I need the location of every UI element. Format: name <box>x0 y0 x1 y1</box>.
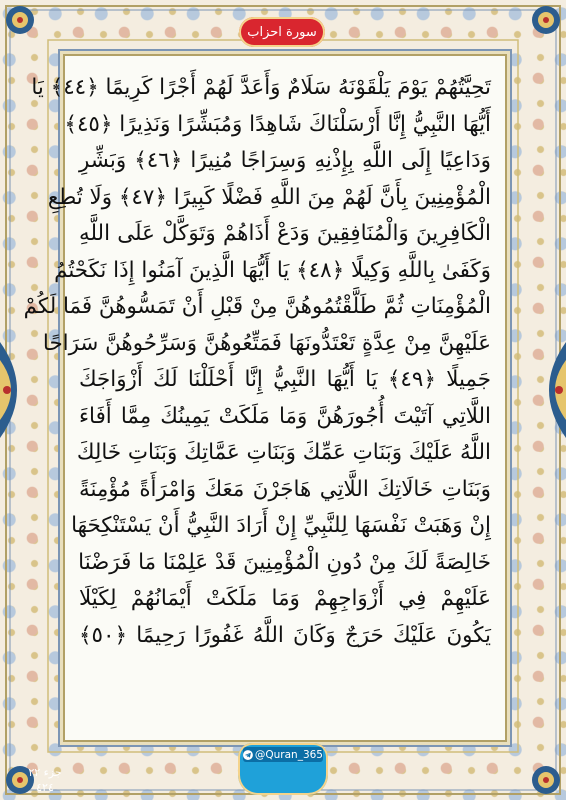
verse-text-frame <box>23 54 507 742</box>
side-medallion-left <box>0 342 34 438</box>
verse-line: الْمُؤْمِنِينَ بِأَنَّ لَهُمْ مِنَ اللَّهِ فَضْلًا كَبِيرًا ﴿٤٧﴾ وَلَا تُطِعِ <box>47 184 491 210</box>
verse-line: أَيُّهَا النَّبِيُّ إِنَّا أَرْسَلْنَاكَ شَاهِدًا وَمُبَشِّرًا وَنَذِيرًا ﴿٤٥﴾ <box>64 111 491 137</box>
surah-name-label: سورة احزاب <box>247 24 317 40</box>
verse-line: وَدَاعِيًا إِلَى اللَّهِ بِإِذْنِهِ وَسِرَاجًا مُنِيرًا ﴿٤٦﴾ وَبَشِّرِ <box>79 148 491 173</box>
surah-name-tab <box>239 17 325 47</box>
verse-line: جَمِيلًا ﴿٤٩﴾ يَا أَيُّهَا النَّبِيُّ إِنَّا أَحْلَلْنَا لَكَ أَزْوَاجَكَ <box>79 367 491 392</box>
juz-label: جزء ٢٢ <box>28 766 62 779</box>
verse-line: خَالِصَةً لَكَ مِنْ دُونِ الْمُؤْمِنِينَ قَدْ عَلِمْنَا مَا فَرَضْنَا <box>78 549 491 575</box>
verse-line: إِنْ وَهَبَتْ نَفْسَهَا لِلنَّبِيِّ إِنْ أَرَادَ النَّبِيُّ أَنْ يَسْتَنْكِحَهَا <box>71 513 491 538</box>
verse-line: اللَّهُ عَلَيْكَ وَبَنَاتِ عَمِّكَ وَبَنَاتِ عَمَّاتِكَ وَبَنَاتِ خَالِكَ <box>76 440 491 465</box>
page-number: ٤٢٤ <box>36 781 54 794</box>
verse-line: الْمُؤْمِنَاتِ ثُمَّ طَلَّقْتُمُوهُنَّ مِنْ قَبْلِ أَنْ تَمَسُّوهُنَّ فَمَا لَكُمْ <box>23 294 491 319</box>
telegram-icon <box>243 750 253 760</box>
verse-text-block <box>23 70 491 728</box>
verse-line: تَحِيَّتُهُمْ يَوْمَ يَلْقَوْنَهُ سَلَامٌ وَأَعَدَّ لَهُمْ أَجْرًا كَرِيمًا ﴿٤٤﴾ يَا <box>31 75 491 100</box>
verse-line: وَبَنَاتِ خَالَاتِكَ اللَّاتِي هَاجَرْنَ مَعَكَ وَامْرَأَةً مُؤْمِنَةً <box>79 476 491 502</box>
verse-line: عَلَيْهِنَّ مِنْ عِدَّةٍ تَعْتَدُّونَهَا فَمَتِّعُوهُنَّ وَسَرِّحُوهُنَّ سَرَاحًا <box>42 330 491 356</box>
corner-ornament-top-left <box>0 0 62 62</box>
side-medallion-right <box>532 342 566 438</box>
verse-line: وَكَفَىٰ بِاللَّهِ وَكِيلًا ﴿٤٨﴾ يَا أَيُّهَا الَّذِينَ آمَنُوا إِذَا نَكَحْتُمُ <box>54 257 491 283</box>
channel-handle-text: @Quran_365 <box>254 748 323 761</box>
verse-line: عَلَيْهِمْ فِي أَزْوَاجِهِمْ وَمَا مَلَكَتْ أَيْمَانُهُمْ لِكَيْلَا <box>79 586 491 611</box>
verse-line: اللَّاتِي آتَيْتَ أُجُورَهُنَّ وَمَا مَلَكَتْ يَمِينُكَ مِمَّا أَفَاءَ <box>79 403 491 429</box>
corner-ornament-bottom-right <box>504 738 566 800</box>
verse-line: الْكَافِرِينَ وَالْمُنَافِقِينَ وَدَعْ أَذَاهُمْ وَتَوَكَّلْ عَلَى اللَّهِ <box>79 221 491 246</box>
corner-ornament-top-right <box>504 0 566 62</box>
verse-line: يَكُونَ عَلَيْكَ حَرَجٌ وَكَانَ اللَّهُ غَفُورًا رَحِيمًا ﴿٥٠﴾ <box>79 622 491 648</box>
channel-handle[interactable] <box>243 747 323 762</box>
